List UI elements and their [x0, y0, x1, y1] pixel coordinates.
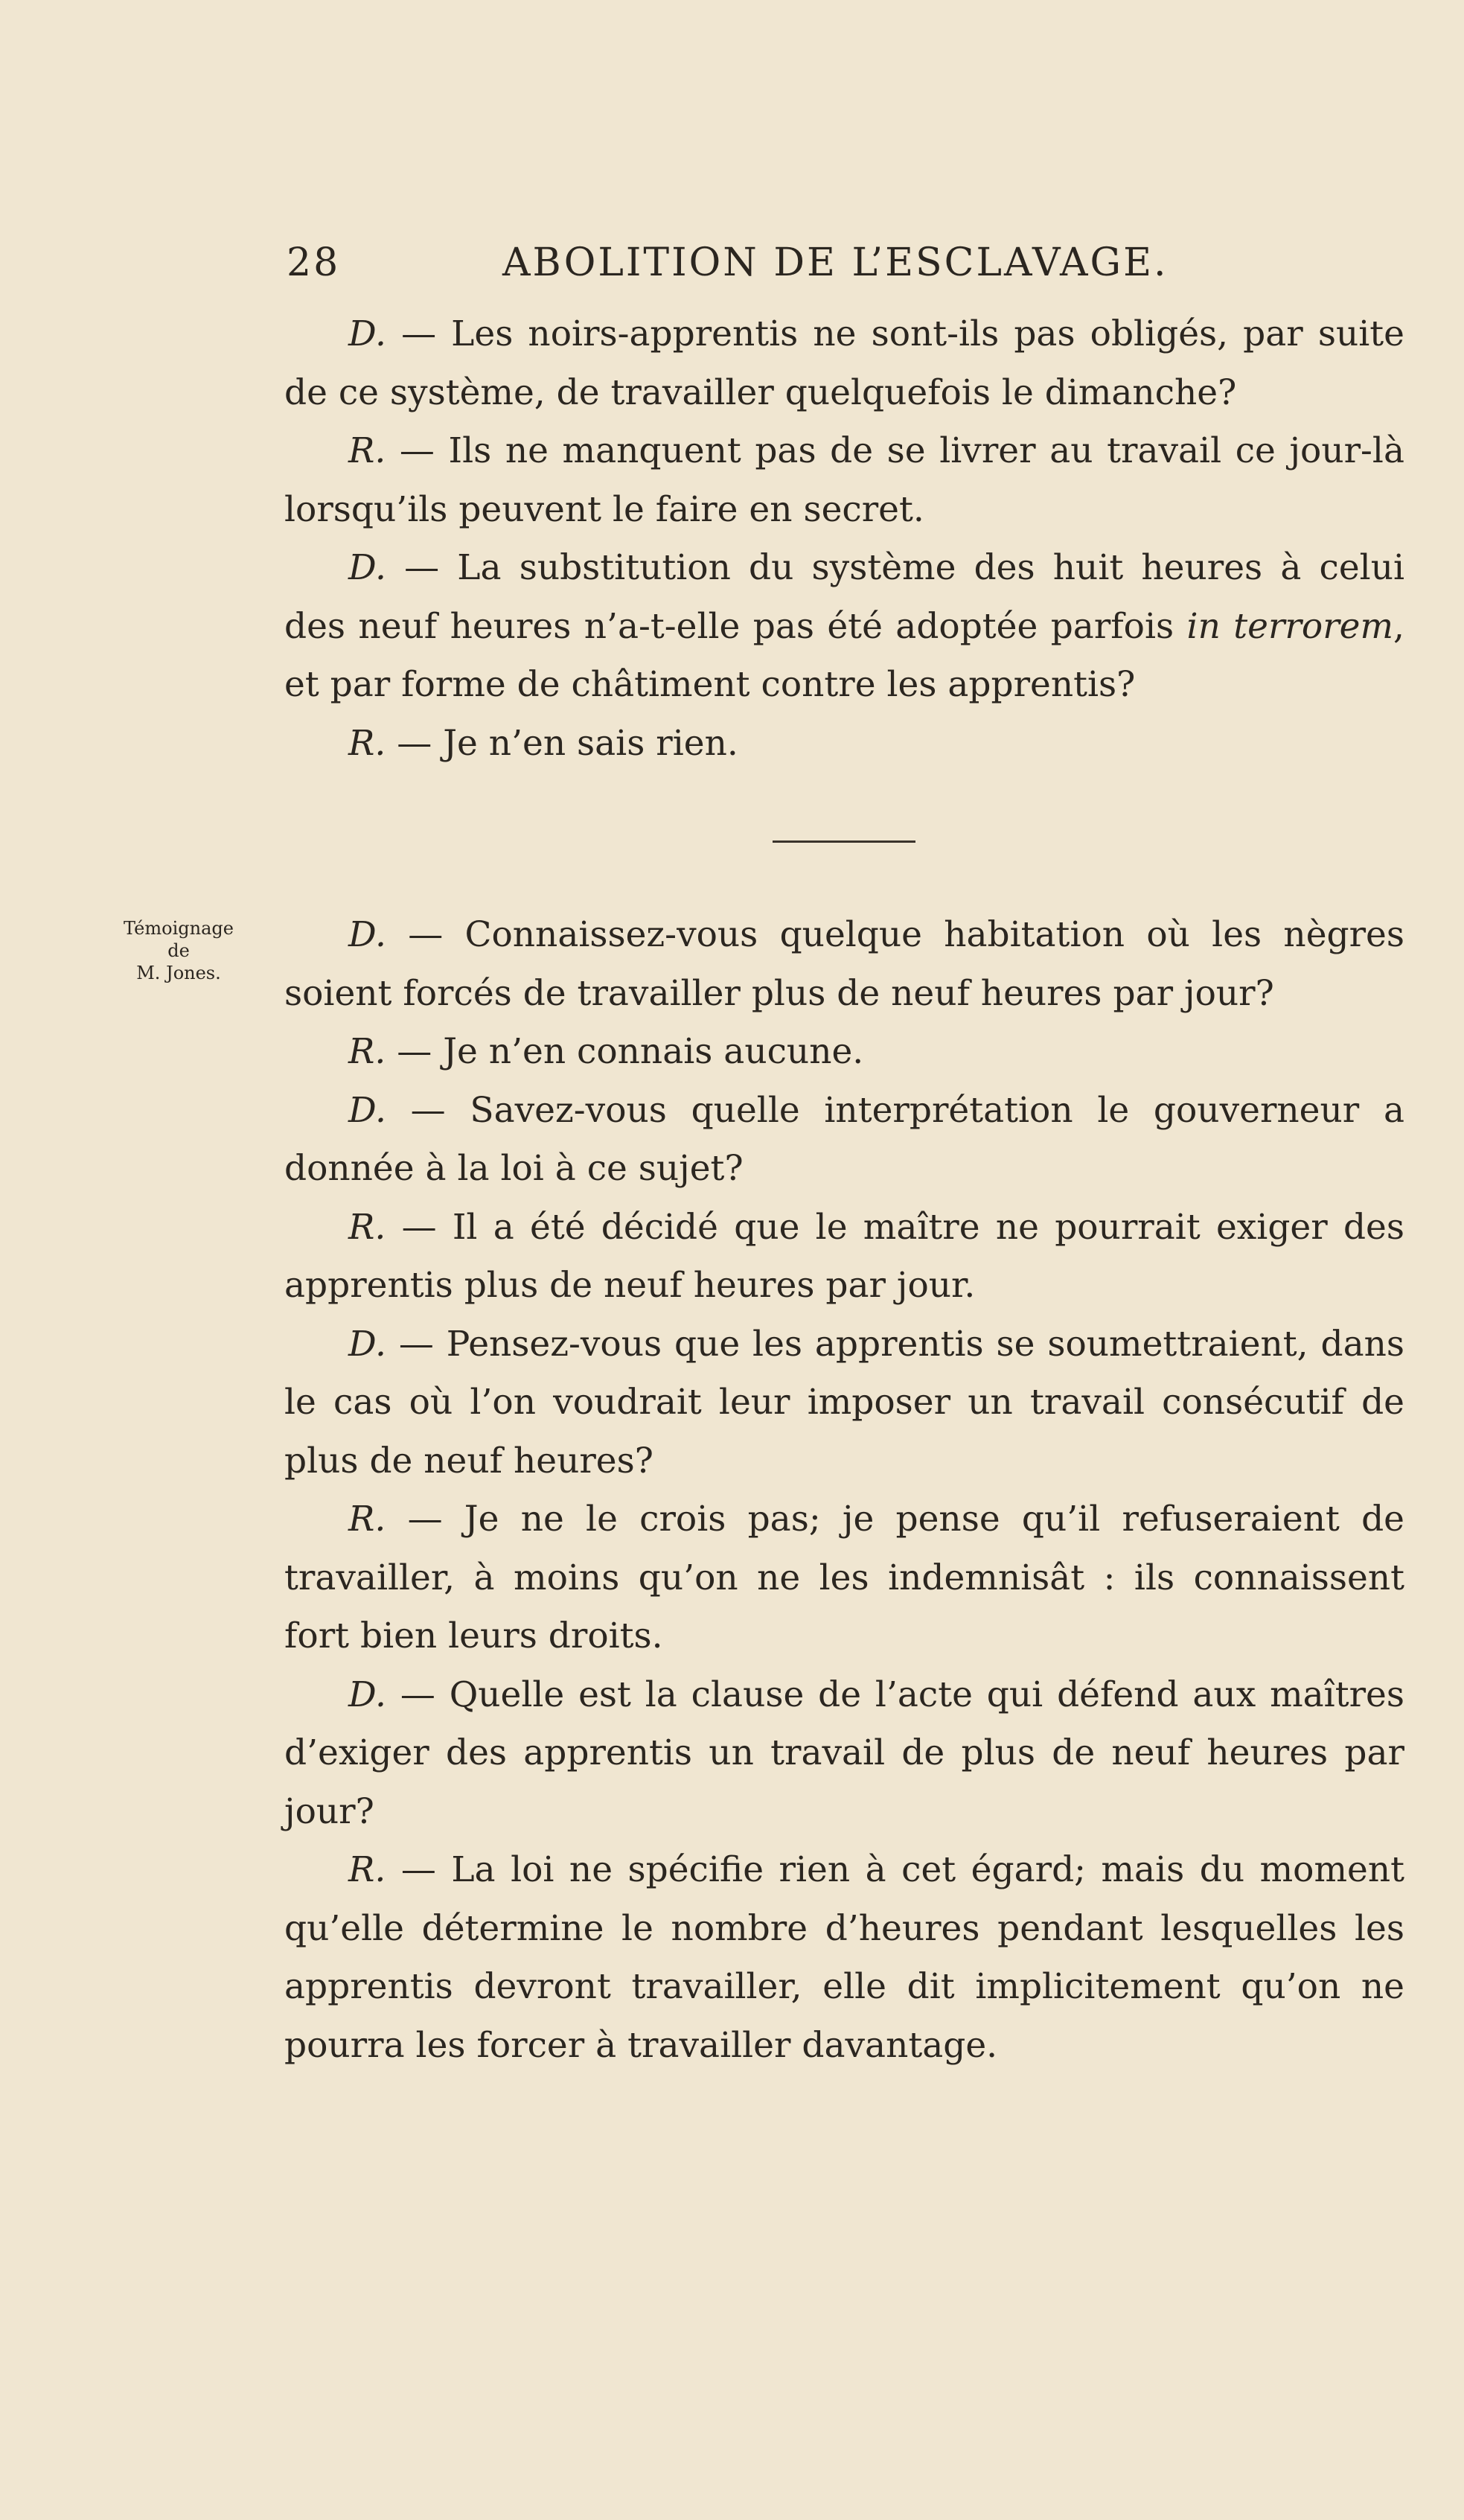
section-divider — [773, 840, 915, 843]
paragraph-text: — Connaissez-vous quelque habitation où les nègres soient forcés de travailler plus de neuf heures par jour? — [284, 914, 1404, 1014]
speaker-label: D. — [348, 547, 386, 588]
paragraph-text: — Je n’en sais rien. — [386, 722, 738, 764]
latin-phrase: in terrorem — [1186, 605, 1394, 647]
paragraph-text-after: , et par forme de châtiment contre les apprentis? — [284, 605, 1404, 705]
paragraph-text: — Quelle est la clause de l’acte qui défend aux maîtres d’exiger des apprentis un travail de plus de neuf heures par jour? — [284, 1674, 1404, 1832]
paragraph-text: — Savez-vous quelle interprétation le gouverneur a donnée à la loi à ce sujet? — [284, 1089, 1404, 1189]
paragraph-text: — Ils ne manquent pas de se livrer au travail ce jour-là lorsqu’ils peuvent le faire en secret. — [284, 430, 1404, 530]
margin-note — [112, 917, 246, 984]
paragraph — [284, 422, 1404, 539]
paragraph — [284, 1023, 1404, 1082]
running-title: ABOLITION DE L’ESCLAVAGE. — [502, 240, 1169, 285]
paragraph — [284, 1082, 1404, 1199]
page-number: 28 — [287, 240, 341, 285]
paragraph-text: — La loi ne spécifie rien à cet égard; mais du moment qu’elle détermine le nombre d’heures pendant lesquelles les apprentis devront travailler, elle dit implicitement qu’on ne pourra les forcer à travailler davantage. — [284, 1849, 1404, 2066]
paragraph — [284, 305, 1404, 422]
speaker-label: R. — [348, 430, 386, 471]
speaker-label: D. — [348, 1323, 386, 1365]
margin-note-line: M. Jones. — [136, 963, 221, 983]
page-header — [287, 237, 1254, 289]
speaker-label: D. — [348, 1674, 386, 1715]
speaker-label: R. — [348, 1849, 386, 1890]
paragraph — [284, 539, 1404, 715]
paragraph — [284, 1841, 1404, 2075]
paragraph — [284, 715, 1404, 773]
paragraph-text: — Il a été décidé que le maître ne pourrait exiger des apprentis plus de neuf heures par jour. — [284, 1206, 1404, 1306]
paragraph — [284, 906, 1404, 1023]
dialogue-block-2 — [284, 906, 1404, 2075]
margin-note-line: de — [167, 940, 190, 961]
speaker-label: D. — [348, 1089, 386, 1131]
dialogue-block-1 — [284, 305, 1404, 773]
speaker-label: R. — [348, 722, 386, 764]
speaker-label: D. — [348, 313, 386, 354]
paragraph-text: — Je n’en connais aucune. — [386, 1031, 864, 1072]
paragraph-text: — La substitution du système des huit heures à celui des neuf heures n’a-t-elle pas été adoptée parfois — [284, 547, 1404, 647]
paragraph — [284, 1315, 1404, 1491]
speaker-label: R. — [348, 1499, 386, 1540]
paragraph-text: — Pensez-vous que les apprentis se soumettraient, dans le cas où l’on voudrait leur imposer un travail consécutif de plus de neuf heures? — [284, 1323, 1404, 1481]
paragraph — [284, 1666, 1404, 1842]
paragraph-text: — Je ne le crois pas; je pense qu’il refuseraient de travailler, à moins qu’on ne les indemnisât : ils connaissent fort bien leurs droits. — [284, 1499, 1404, 1656]
speaker-label: D. — [348, 914, 386, 955]
paragraph-text: — Les noirs-apprentis ne sont-ils pas obligés, par suite de ce système, de travailler quelquefois le dimanche? — [284, 313, 1404, 413]
speaker-label: R. — [348, 1031, 386, 1072]
paragraph — [284, 1199, 1404, 1315]
speaker-label: R. — [348, 1206, 386, 1248]
paragraph — [284, 1490, 1404, 1666]
margin-note-line: Témoignage — [124, 918, 234, 939]
